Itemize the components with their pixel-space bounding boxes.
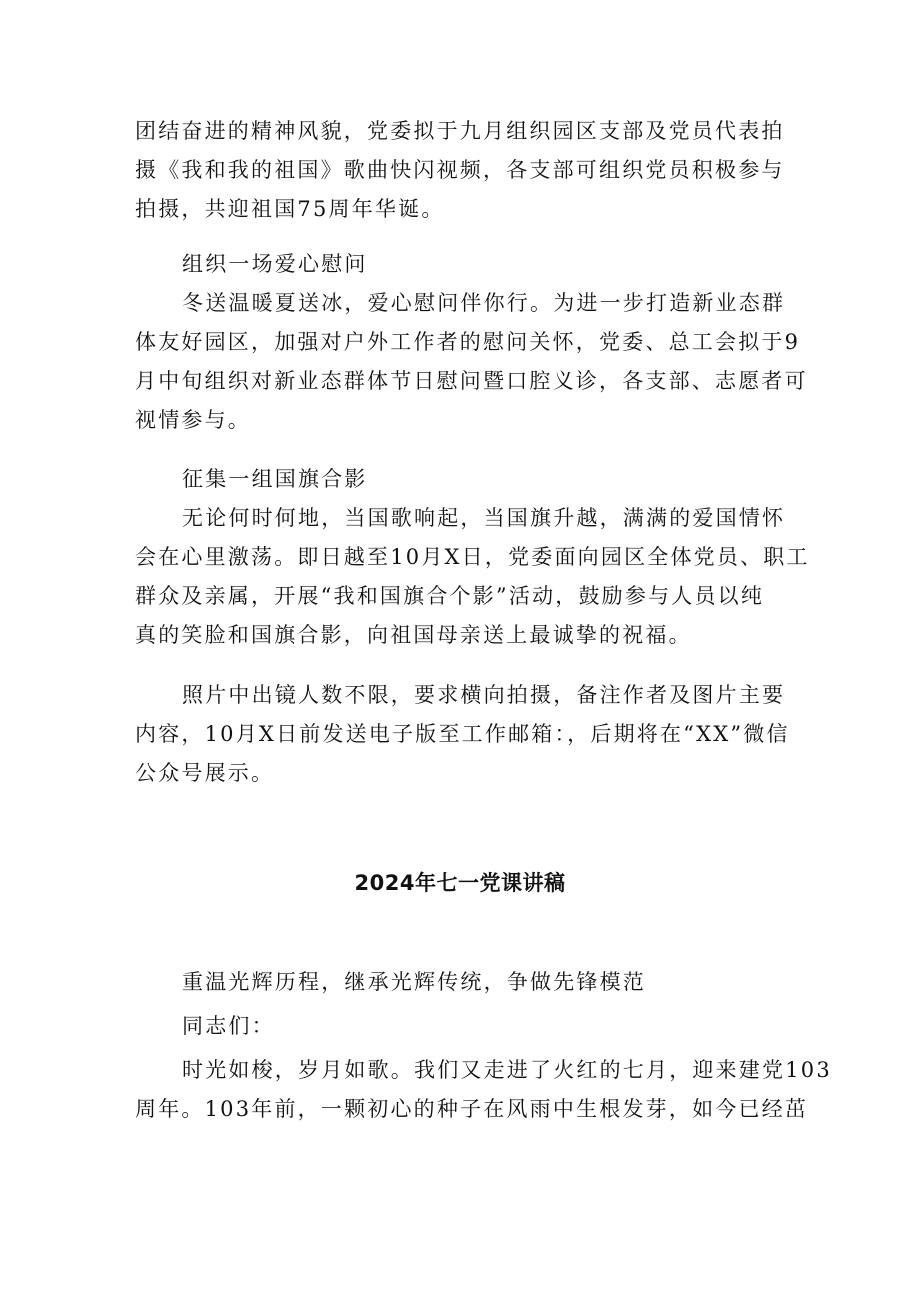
salutation: 同志们： (182, 1014, 275, 1038)
text-line: 真的笑脸和国旗合影，向祖国母亲送上最诚挚的祝福。 (135, 623, 692, 647)
paragraph-flag-photo-1 (135, 499, 810, 655)
paragraph-continuation (135, 112, 795, 229)
text-line: 体友好园区，加强对户外工作者的慰问关怀，党委、总工会拟于9 (135, 330, 801, 354)
text-line: 拍摄，共迎祖国75周年华诞。 (135, 197, 445, 221)
text-line: 会在心里激荡。即日越至10月X日，党委面向园区全体党员、职工 (135, 545, 810, 569)
paragraph-opening (135, 1051, 832, 1129)
paragraph-flag-photo-2 (135, 676, 795, 793)
text-line: 月中旬组织对新业态群体节日慰问暨口腔义诊，各支部、志愿者可 (135, 369, 808, 393)
text-line: 无论何时何地，当国歌响起，当国旗升越，满满的爱国情怀 (182, 506, 786, 530)
text-line: 摄《我和我的祖国》歌曲快闪视频，各支部可组织党员积极参与 (135, 158, 785, 182)
text-line: 周年。103年前，一颗初心的种子在风雨中生根发芽，如今已经茁 (135, 1097, 809, 1121)
text-line: 团结奋进的精神风貌，党委拟于九月组织园区支部及党员代表拍 (135, 119, 785, 143)
text-line: 冬送温暖夏送冰，爱心慰问伴你行。为进一步打造新业态群 (182, 291, 786, 315)
document-title: 2024年七一党课讲稿 (354, 871, 566, 895)
text-line: 时光如梭，岁月如歌。我们又走进了火红的七月，迎来建党103 (182, 1058, 832, 1082)
text-line: 照片中出镜人数不限，要求横向拍摄，备注作者及图片主要 (182, 683, 786, 707)
text-line: 视情参与。 (135, 408, 251, 432)
section-heading-caring-visit: 组织一场爱心慰问 (182, 252, 368, 276)
document-subtitle: 重温光辉历程，继承光辉传统，争做先锋模范 (182, 970, 646, 994)
section-heading-flag-photo: 征集一组国旗合影 (182, 467, 368, 491)
text-line: 公众号展示。 (135, 761, 275, 785)
text-line: 内容，10月X日前发送电子版至工作邮箱：，后期将在“XX”微信 (135, 722, 790, 746)
paragraph-caring-visit (135, 284, 808, 440)
text-line: 群众及亲属，开展“我和国旗合个影”活动，鼓励参与人员以纯 (135, 584, 765, 608)
